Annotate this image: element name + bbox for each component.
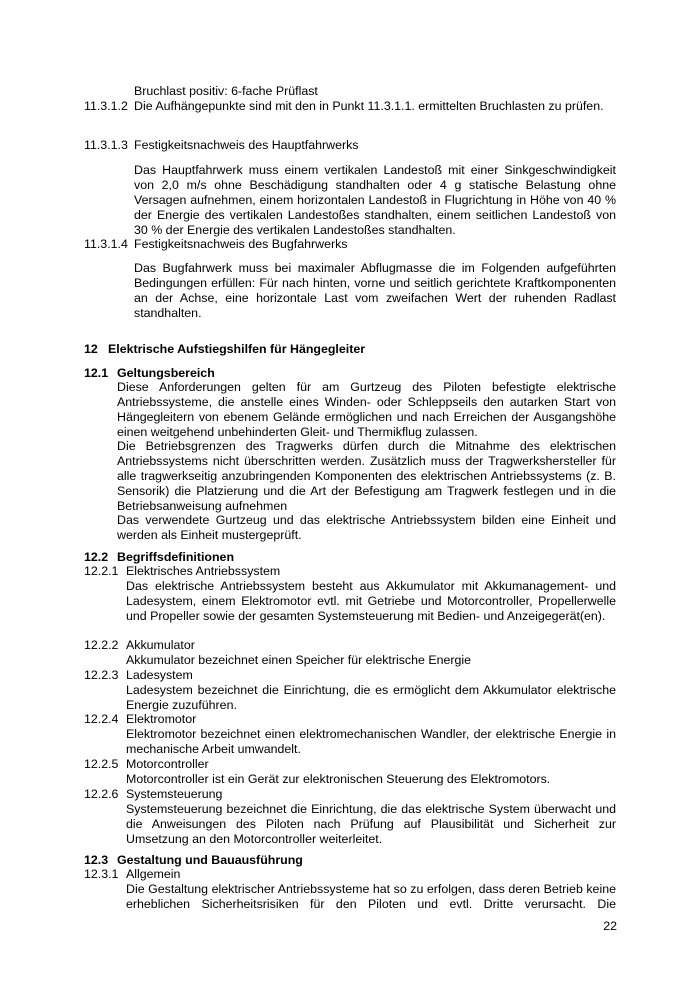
section-number-12-1: 12.1 (84, 366, 109, 380)
section-number-11-3-1-4: 11.3.1.4 (84, 237, 128, 251)
section-number-12-3-1: 12.3.1 (84, 867, 119, 881)
section-title-12-1: Geltungsbereich (117, 366, 215, 380)
section-number-11-3-1-3: 11.3.1.3 (84, 138, 128, 152)
definition-text: Akkumulator bezeichnet einen Speicher für elektrische Energie (126, 653, 472, 667)
section-body-12-3-1: Die Gestaltung elektrischer Antriebssysteme hat so zu erfolgen, dass deren Betrieb keine erheblichen Sicherheitsrisiken für den Piloten und evtl. Dritte verursacht. Die (126, 882, 616, 911)
definition-term: Akkumulator (126, 638, 195, 652)
definition-number: 12.2.5 (84, 757, 119, 771)
definition-number: 12.2.2 (84, 638, 119, 652)
definition-number: 12.2.3 (84, 668, 119, 682)
definition-text: Systemsteuerung bezeichnet die Einrichtung, die das elektrische System überwacht und die Anweisungen des Piloten nach Prüfung auf Plausibilität und Sicherheit zur Umsetzung an den Motorcontroller weiterleitet. (126, 802, 616, 846)
section-body-11-3-1-4: Das Bugfahrwerk muss bei maximaler Abflugmasse die im Folgenden aufgeführten Bedingungen erfüllen: Für nach hinten, vorne und seitlich gerichtete Kraftkomponenten an der Achse, eine horizontale Last vom zweifachen Wert der ruhenden Radlast standhalten. (134, 261, 616, 320)
section-body-11-3-1-3: Das Hauptfahrwerk muss einem vertikalen Landestoß mit einer Sinkgeschwindigkeit von 2,0 m/s ohne Beschädigung standhalten oder 4 g statische Belastung ohne Versagen aufnehmen, einem horizontalen Landestoß in Flugrichtung in Höhe von 40 % der Energie des vertikalen Landestoßes standhalten, einem seitlichen Landestoß von 30 % der Energie des vertikalen Landestoßes standhalten. (134, 163, 616, 237)
definition-text: Elektromotor bezeichnet einen elektromechanischen Wandler, der elektrische Energie in mechanische Arbeit umwandelt. (126, 727, 616, 756)
section-text-11-3-1-2: Die Aufhängepunkte sind mit den in Punkt 11.3.1.1. ermittelten Bruchlasten zu prüfen. (134, 99, 604, 113)
definition-term: Ladesystem (126, 668, 193, 682)
section-title-12-2: Begriffsdefinitionen (117, 550, 235, 564)
definition-term: Elektromotor (126, 712, 197, 726)
definition-number: 12.2.4 (84, 712, 119, 726)
section-number-11-3-1-2: 11.3.1.2 (84, 99, 128, 113)
section-title-11-3-1-3: Festigkeitsnachweis des Hauptfahrwerks (134, 138, 359, 152)
definition-term: Motorcontroller (126, 757, 209, 771)
scope-paragraph-1: Diese Anforderungen gelten für am Gurtzeug des Piloten befestigte elektrische Antriebssysteme, die anstelle eines Winden- oder Schleppseils den autarken Start von Hängegleitern von ebenem Gelände ermöglichen und nach Erreichen der Ausgangshöhe einen weitgehend unbehinderten Gleit- und Thermikflug zulassen. (117, 380, 616, 439)
definition-term: Elektrisches Antriebssystem (126, 564, 281, 578)
chapter-heading-12: Elektrische Aufstiegshilfen für Hängegleiter (108, 342, 366, 356)
definition-number: 12.2.1 (84, 564, 119, 578)
section-number-12-2: 12.2 (84, 550, 109, 564)
section-title-11-3-1-4: Festigkeitsnachweis des Bugfahrwerks (134, 237, 348, 251)
definition-term: Systemsteuerung (126, 787, 223, 801)
section-number-12-3: 12.3 (84, 853, 109, 867)
section-title-12-3: Gestaltung und Bauausführung (117, 853, 303, 867)
definition-text: Das elektrische Antriebssystem besteht aus Akkumulator mit Akkumanagement- und Ladesystem, einem Elektromotor evtl. mit Getriebe und Motorcontroller, Propellerwelle und Propeller sowie der gesamten Systemsteuerung mit Bedien- und Anzeigegerät(en). (126, 579, 616, 623)
scope-paragraph-3: Das verwendete Gurtzeug und das elektrische Antriebssystem bilden eine Einheit und werden als Einheit mustergeprüft. (117, 513, 616, 542)
definition-number: 12.2.6 (84, 787, 119, 801)
page-number: 22 (603, 919, 617, 933)
bruchlast-line: Bruchlast positiv: 6-fache Prüflast (134, 84, 318, 98)
scope-paragraph-2: Die Betriebsgrenzen des Tragwerks dürfen durch die Mitnahme des elektrischen Antriebssystems nicht überschritten werden. Zusätzlich muss der Tragwerkshersteller für alle tragwerkseitig anzubringenden Komponenten des elektrischen Antriebssystems (z. B. Sensorik) die Platzierung und die Art der Befestigung am Tragwerk festlegen und in die Betriebsanweisung aufnehmen (117, 439, 616, 513)
definition-text: Motorcontroller ist ein Gerät zur elektronischen Steuerung des Elektromotors. (126, 772, 551, 786)
chapter-number-12: 12 (84, 342, 98, 356)
section-title-12-3-1: Allgemein (126, 867, 181, 881)
definition-text: Ladesystem bezeichnet die Einrichtung, die es ermöglicht dem Akkumulator elektrische Energie zuzuführen. (126, 683, 616, 712)
